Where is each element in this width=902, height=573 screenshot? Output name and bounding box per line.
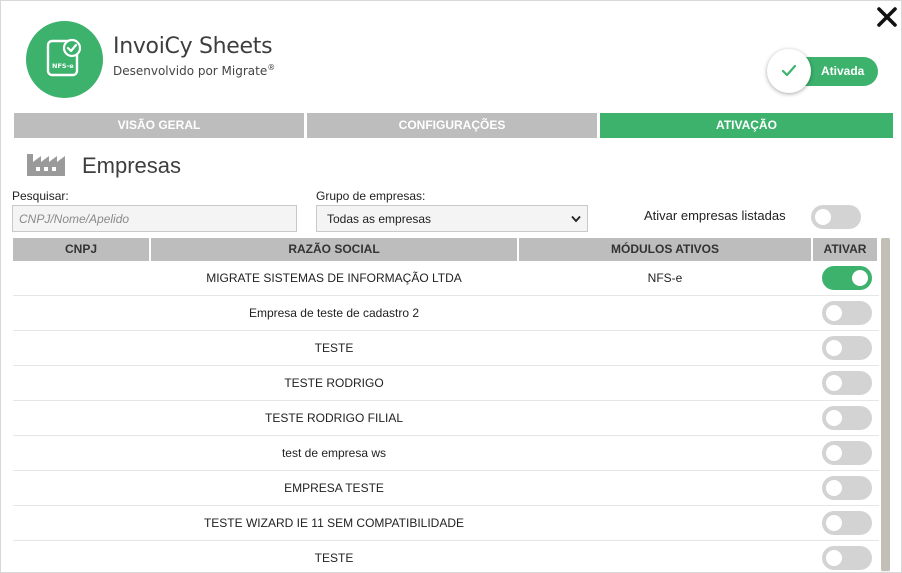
toggle-knob	[826, 375, 842, 391]
toggle-knob	[826, 480, 842, 496]
cell-cnpj	[13, 436, 149, 471]
cell-modulos-ativos	[519, 331, 811, 366]
cell-modulos-ativos: NFS-e	[647, 271, 683, 285]
table-row	[13, 541, 879, 573]
cell-modulos-ativos	[519, 366, 811, 401]
group-label: Grupo de empresas:	[316, 189, 426, 203]
cell-razao-social: TESTE	[314, 341, 354, 355]
activate-company-toggle[interactable]	[822, 266, 872, 290]
table-row	[13, 261, 879, 296]
search-input[interactable]	[12, 205, 297, 232]
table-row	[13, 471, 879, 506]
toggle-knob	[826, 305, 842, 321]
app-subtitle	[113, 63, 275, 78]
cell-modulos-ativos	[519, 296, 811, 331]
close-button[interactable]	[875, 5, 899, 29]
toggle-knob	[826, 515, 842, 531]
cell-cnpj	[13, 296, 149, 331]
cell-razao-social: TESTE	[314, 551, 354, 565]
toggle-knob	[852, 270, 868, 286]
app-subtitle-text: Desenvolvido por Migrate	[113, 64, 268, 78]
cell-razao-social: TESTE RODRIGO FILIAL	[264, 411, 404, 425]
cell-razao-social: TESTE WIZARD IE 11 SEM COMPATIBILIDADE	[203, 516, 465, 530]
toggle-knob	[826, 340, 842, 356]
table-row	[13, 436, 879, 471]
search-label: Pesquisar:	[12, 189, 69, 203]
logo-label: NFS-e	[52, 62, 74, 70]
activate-listed-toggle[interactable]	[811, 205, 861, 229]
column-header-cnpj: CNPJ	[13, 238, 149, 261]
section-title: Empresas	[82, 153, 182, 178]
activate-listed-label: Ativar empresas listadas	[644, 208, 786, 223]
cell-cnpj	[13, 261, 149, 296]
cell-modulos-ativos	[519, 436, 811, 471]
group-select-value: Todas as empresas	[327, 212, 432, 226]
checkmark-icon	[781, 64, 797, 78]
cell-cnpj	[13, 331, 149, 366]
table-row	[13, 506, 879, 541]
cell-cnpj	[13, 506, 149, 541]
registered-mark: ®	[267, 63, 276, 72]
scrollbar-thumb[interactable]	[881, 238, 890, 571]
tab-visao-geral[interactable]: VISÃO GERAL	[14, 113, 304, 138]
table-row	[13, 366, 879, 401]
nfse-document-icon	[45, 38, 85, 78]
chevron-down-icon	[571, 215, 581, 223]
close-icon	[875, 5, 899, 29]
group-select[interactable]	[316, 205, 588, 232]
tab-configuracoes[interactable]: CONFIGURAÇÕES	[307, 113, 597, 138]
table-row	[13, 331, 879, 366]
activate-company-toggle[interactable]	[822, 511, 872, 535]
tab-bar	[14, 113, 893, 138]
activate-company-toggle[interactable]	[822, 336, 872, 360]
cell-cnpj	[13, 401, 149, 436]
activate-company-toggle[interactable]	[822, 441, 872, 465]
cell-modulos-ativos	[519, 401, 811, 436]
toggle-knob	[826, 410, 842, 426]
toggle-knob	[826, 550, 842, 566]
cell-cnpj	[13, 471, 149, 506]
cell-razao-social: MIGRATE SISTEMAS DE INFORMAÇÃO LTDA	[206, 271, 462, 285]
toggle-knob	[826, 445, 842, 461]
cell-razao-social: test de empresa ws	[281, 446, 387, 460]
activate-company-toggle[interactable]	[822, 406, 872, 430]
app-logo	[26, 21, 103, 98]
activate-company-toggle[interactable]	[822, 371, 872, 395]
cell-modulos-ativos	[519, 541, 811, 573]
toggle-knob	[815, 209, 831, 225]
cell-razao-social: EMPRESA TESTE	[284, 481, 384, 495]
cell-razao-social: TESTE RODRIGO	[284, 376, 384, 390]
column-header-ativar: ATIVAR	[813, 238, 877, 261]
companies-table-body	[13, 261, 879, 573]
activation-status-label: Ativada	[821, 64, 865, 78]
tab-ativacao[interactable]: ATIVAÇÃO	[600, 113, 893, 138]
column-header-modulos-ativos: MÓDULOS ATIVOS	[519, 238, 811, 261]
column-header-razao-social: RAZÃO SOCIAL	[151, 238, 517, 261]
factory-icon	[27, 152, 67, 181]
activate-company-toggle[interactable]	[822, 301, 872, 325]
app-title: InvoiCy Sheets	[113, 34, 273, 59]
activate-company-toggle[interactable]	[822, 476, 872, 500]
activation-status-knob[interactable]	[767, 49, 811, 93]
activate-company-toggle[interactable]	[822, 546, 872, 570]
table-row	[13, 401, 879, 436]
cell-cnpj	[13, 366, 149, 401]
cell-razao-social: Empresa de teste de cadastro 2	[248, 306, 420, 320]
cell-modulos-ativos	[519, 471, 811, 506]
table-row	[13, 296, 879, 331]
cell-modulos-ativos	[519, 506, 811, 541]
cell-cnpj	[13, 541, 149, 573]
